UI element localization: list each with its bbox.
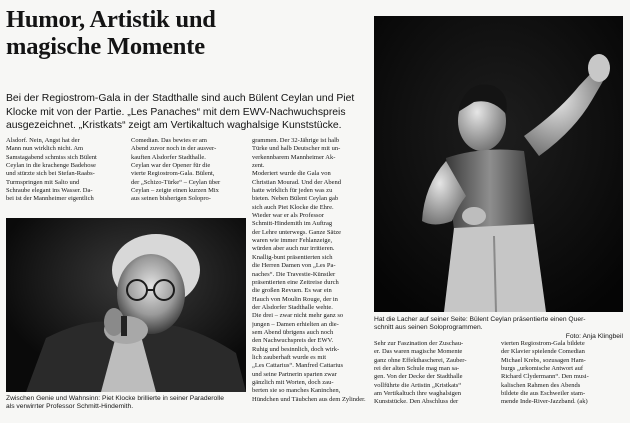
caption-line: Zwischen Genie und Wahnsinn: Piet Klocke brillierte in seiner Paraderolle <box>6 395 224 402</box>
photo-piet-klocke <box>6 218 246 392</box>
article-line: berten sie so manches Kaninchen, <box>252 387 341 395</box>
article-line: vierten Regiostrom-Gala bildete <box>501 340 585 347</box>
article-line: sich auch Piet Klocke die Ehre. <box>252 203 334 211</box>
article-column-5 <box>501 340 623 407</box>
article-column-4 <box>374 340 496 407</box>
photo-piet-klocke-image <box>6 218 246 392</box>
teaser-line: Bei der Regiostrom-Gala in der Stadthalle sind auch Bülent Ceylan und Piet <box>6 93 355 104</box>
article-line: „Les Cattarius“. Manfred Cattarius <box>252 362 343 370</box>
teaser-line: Klocke mit von der Partie. „Les Panaches“ mit dem EWV-Nachwuchspreis <box>6 106 346 118</box>
caption-line: schnitt aus seinen Soloprogrammen. <box>374 324 483 332</box>
caption-photo-1 <box>6 395 248 412</box>
photo-credit: Foto: Anja Klingbeil <box>565 332 623 340</box>
article-line: Christian Mourad. Und der Abend <box>252 178 342 186</box>
headline-line: Humor, Artistik und <box>6 6 216 33</box>
caption-line: Hat die Lacher auf seiner Seite: Bülent Ceylan präsentierte einen Quer- <box>374 316 586 323</box>
article-line: Comedian. Das bewies er am <box>131 137 207 144</box>
photo-buelent-ceylan-image <box>374 16 623 312</box>
article-line: Samstagabend schmiss sich Bülent <box>6 153 97 161</box>
article-line: bei ist der Mannheimer eigentlich <box>6 195 94 203</box>
article-line: verkennbarem Mannheimer Ak- <box>252 153 336 161</box>
article-line: er. Das waren magische Momente <box>374 348 463 356</box>
article-line: Richard Clydermann“. Den musi- <box>501 373 589 381</box>
headline-line: magische Momente <box>6 33 205 60</box>
article-line: der Klavier spielende Comedian <box>501 348 585 356</box>
article-line: Alsdorf. Nein, Angst hat der <box>6 137 80 144</box>
article-line: präsentierten eine Zeitreise durch <box>252 278 339 286</box>
caption-photo-2 <box>374 316 623 341</box>
article-line: den Nachwuchspreis der EWV. <box>252 337 334 345</box>
article-line: Kunststücke. Den Abschluss der <box>374 398 459 406</box>
article-line: bildete die aus Eschweiler stam- <box>501 390 586 398</box>
article-line: Wieder war er als Professor <box>252 212 324 220</box>
article-line: Abend zuvor noch in der ausver- <box>131 145 217 153</box>
article-line: gänzlich mit Worten, doch zau- <box>252 378 334 386</box>
article-line: rei der alten Schule mag man sa- <box>374 365 460 373</box>
article-line: kalischen Rahmen des Abends <box>501 381 581 389</box>
article-line: würden aber auch nur irritieren. <box>252 245 335 253</box>
headline <box>6 6 366 60</box>
article-line: mende Inde-River-Jazzband. (ak) <box>501 398 588 406</box>
article-line: Schraube elegant ins Wasser. Da- <box>6 187 93 195</box>
article-line: Hündchen und Täubchen aus dem Zylinder. <box>252 395 366 403</box>
article-line: lich zauberhaft wurde es mit <box>252 353 326 361</box>
article-line: Hauch von Moulin Rouge, der in <box>252 295 338 303</box>
article-line: Ceylan in die krachenge Badehose <box>6 162 96 170</box>
article-line: der Alsdorfer Stadthalle wehte. <box>252 303 333 311</box>
article-line: Turmspringen mit Salto und <box>6 178 80 186</box>
article-line: Mann nun wirklich nicht. Am <box>6 145 84 153</box>
article-line: zent. <box>252 162 265 170</box>
caption-line: als verwirrter Professor Schmitt-Hindemith. <box>6 403 134 411</box>
article-line: Ceylan war der Opener für die <box>131 162 211 170</box>
article-line: Ceylan – zeigte einen kurzen Mix <box>131 187 219 195</box>
article-line: sem Abend übrigens auch noch <box>252 328 334 336</box>
teaser <box>6 92 368 133</box>
article-line: jungen – Damen erhielten an die- <box>252 320 339 328</box>
article-line: Michael Krebs, sozusagen Ham- <box>501 356 586 364</box>
article-line: aus seinen bisherigen Solopro- <box>131 195 211 203</box>
article-line: und stürzte sich bei Stefan-Raabs- <box>6 170 95 178</box>
article-column-1 <box>6 137 126 204</box>
article-line: Moderiert wurde die Gala von <box>252 170 331 178</box>
article-line: kauften Alsdorfer Stadthalle. <box>131 153 206 161</box>
article-column-2 <box>131 137 247 204</box>
article-line: hatte wirklich für jeden was zu <box>252 187 333 195</box>
article-line: und seine Partnerin sparten zwar <box>252 370 337 378</box>
article-line: der „Schizo-Türke“ – Ceylan über <box>131 178 221 186</box>
article-line: Türke und halb Deutscher mit un- <box>252 145 341 153</box>
article-line: der Lehre unterwegs. Ganze Sätze <box>252 228 341 236</box>
article-line: burgs „urkomische Antwort auf <box>501 365 584 373</box>
photo-buelent-ceylan <box>374 16 623 312</box>
article-line: Knallig-bunt präsentierten sich <box>252 253 333 261</box>
article-line: bieten. Neben Bülent Ceylan gab <box>252 195 339 203</box>
article-line: Sehr zur Faszination der Zuschau- <box>374 340 464 347</box>
article-line: grammen. Der 32-Jährige ist halb <box>252 137 340 144</box>
article-column-3 <box>252 137 368 404</box>
article-line: waren wie immer Fehlanzeige, <box>252 237 333 245</box>
article-line: Ruhig und besinnlich, doch wirk- <box>252 345 340 353</box>
article-line: naches“. Die Travestie-Künstler <box>252 270 336 278</box>
article-line: Die drei – zwar nicht mehr ganz so <box>252 312 344 320</box>
article-line: vierte Regiostrom-Gala. Bülent, <box>131 170 215 178</box>
article-line: die Herren Damen von „Les Pa- <box>252 262 336 270</box>
article-line: am Vertikaltuch ihre waghalsigen <box>374 390 462 398</box>
article-line: ganz ohne Effekthascherei, Zauber- <box>374 356 467 364</box>
article-line: vollführte die Artistin „Kristkats“ <box>374 381 462 389</box>
article-line: die großen Revuen. Es war ein <box>252 287 332 295</box>
article-line: gen. Von der Decke der Stadthalle <box>374 373 463 381</box>
article-line: Schmitt-Hindemith im Auftrag <box>252 220 333 228</box>
teaser-line: ausgezeichnet. „Kristkats“ zeigt am Vertikaltuch waghalsige Kunststücke. <box>6 120 342 132</box>
